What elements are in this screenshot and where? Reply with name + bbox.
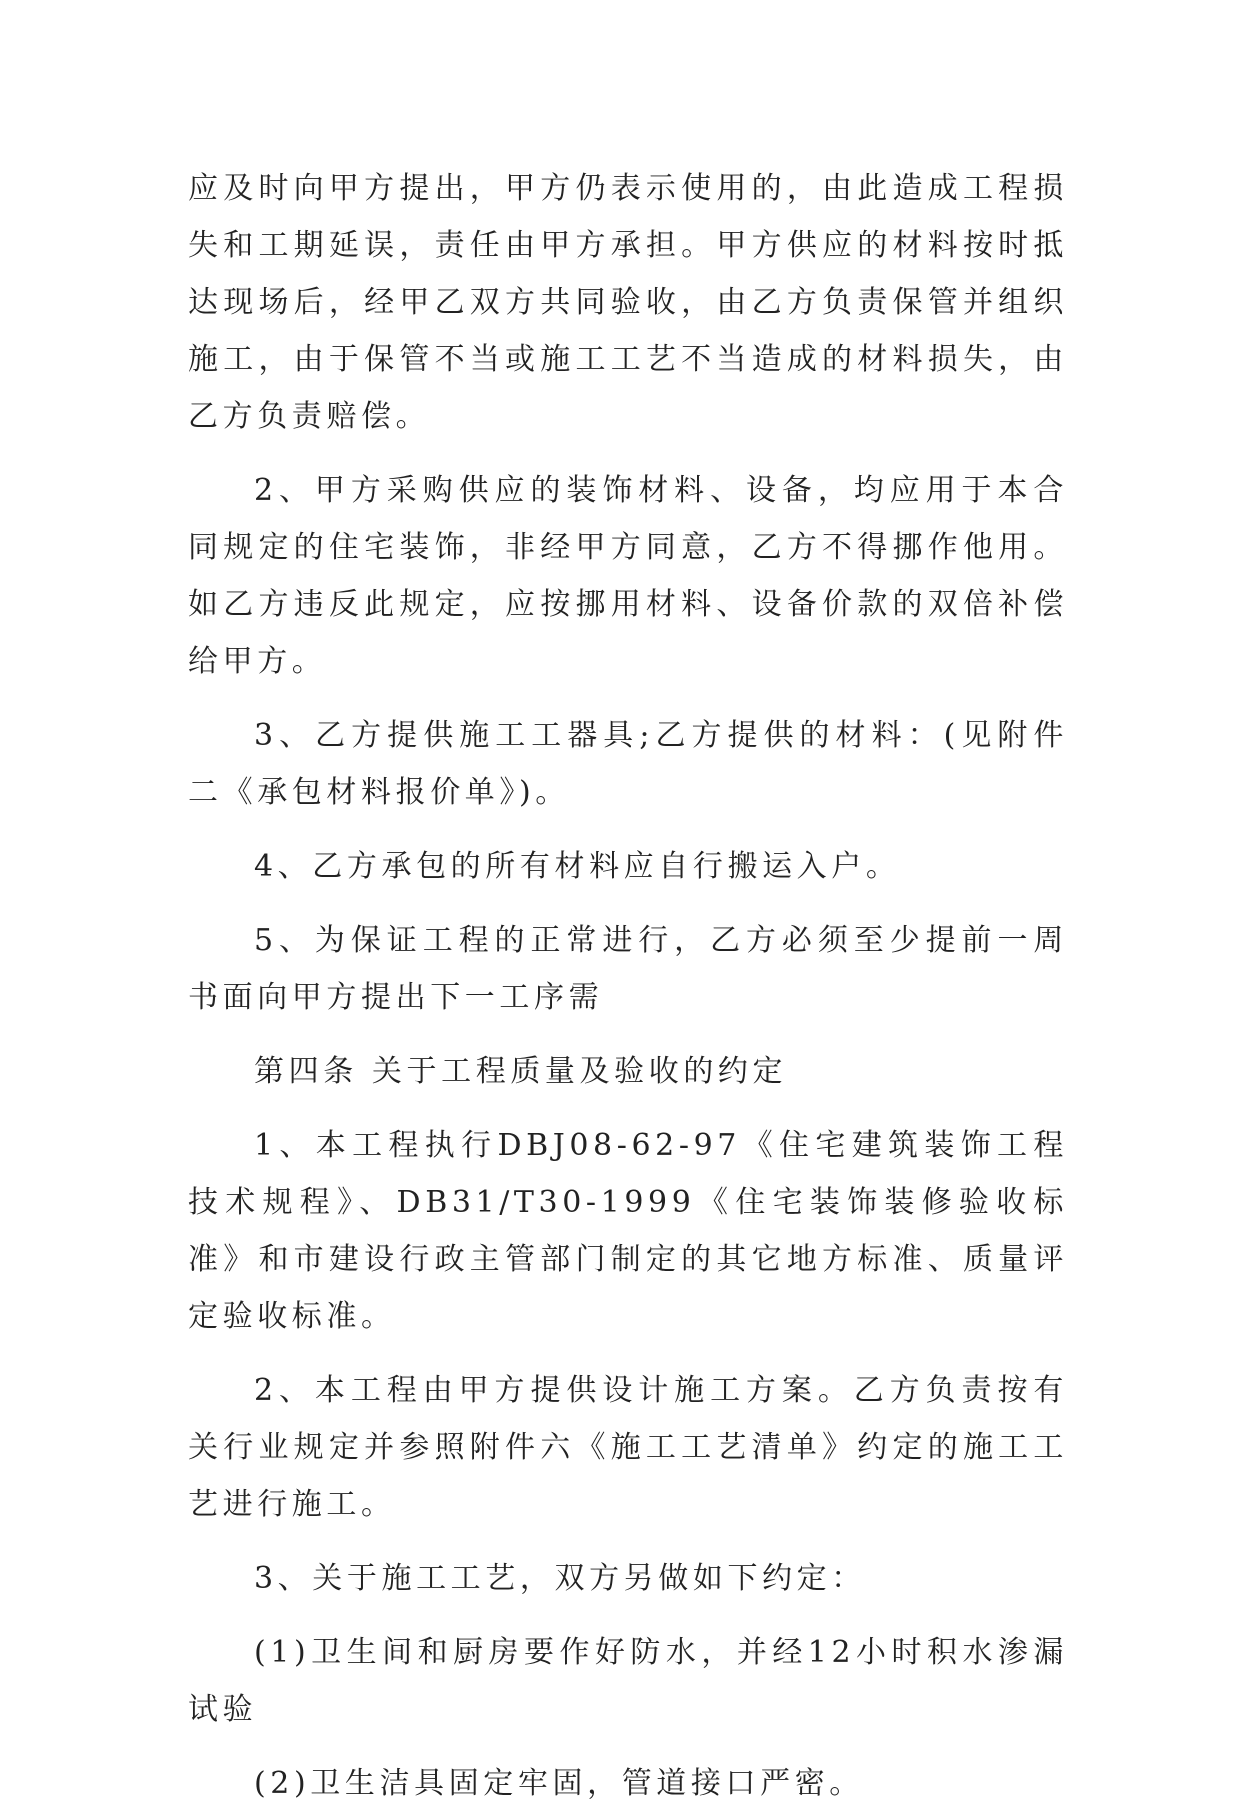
paragraph-4: 4、乙方承包的所有材料应自行搬运入户。 (254, 849, 901, 884)
paragraph-3: 3、乙方提供施工工器具;乙方提供的材料：(见附件二《承包材料报价单》)。 (188, 718, 1068, 810)
paragraph-10: (1)卫生间和厨房要作好防水，并经12小时积水渗漏试验 (188, 1635, 1068, 1727)
paragraph-8: 2、本工程由甲方提供设计施工方案。乙方负责按有关行业规定并参照附件六《施工工艺清单》约定的施工工艺进行施工。 (188, 1373, 1068, 1522)
section-heading-article-4: 第四条 关于工程质量及验收的约定 (254, 1054, 788, 1089)
paragraph-1: 应及时向甲方提出，甲方仍表示使用的，由此造成工程损失和工期延误，责任由甲方承担。甲方供应的材料按时抵达现场后，经甲乙双方共同验收，由乙方负责保管并组织施工，由于保管不当或施工工艺不当造成的材料损失，由乙方负责赔偿。 (188, 171, 1068, 434)
paragraph-2: 2、甲方采购供应的装饰材料、设备，均应用于本合同规定的住宅装饰，非经甲方同意，乙方不得挪作他用。如乙方违反此规定，应按挪用材料、设备价款的双倍补偿给甲方。 (188, 473, 1068, 679)
paragraph-7: 1、本工程执行DBJ08-62-97《住宅建筑装饰工程技术规程》、DB31/T30-1999《住宅装饰装修验收标准》和市建设行政主管部门制定的其它地方标准、质量评定验收标准。 (188, 1128, 1068, 1334)
paragraph-9: 3、关于施工工艺，双方另做如下约定： (254, 1561, 866, 1596)
paragraph-5: 5、为保证工程的正常进行，乙方必须至少提前一周书面向甲方提出下一工序需 (188, 923, 1068, 1015)
paragraph-11: (2)卫生洁具固定牢固，管道接口严密。 (254, 1766, 864, 1801)
document-body (188, 160, 1068, 1812)
